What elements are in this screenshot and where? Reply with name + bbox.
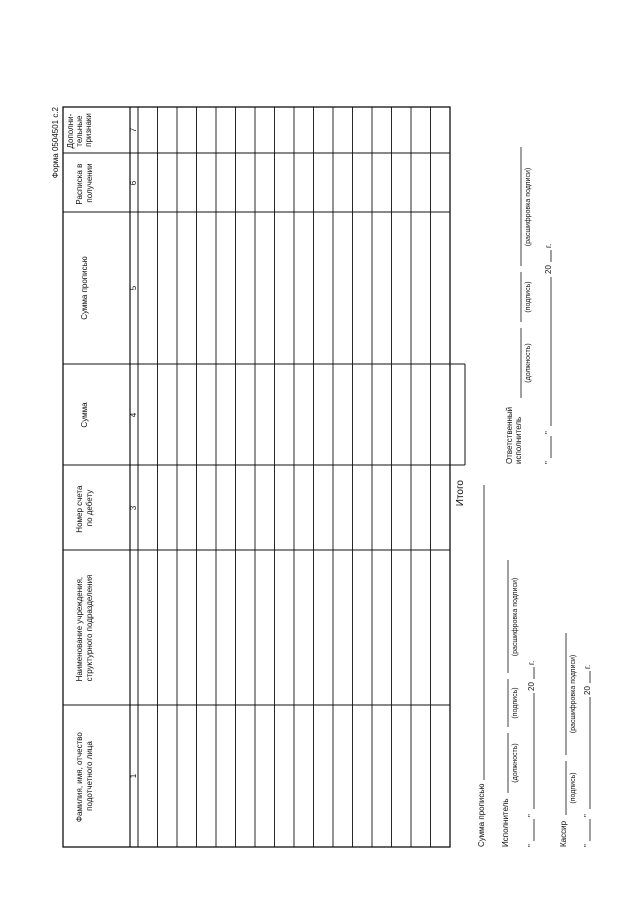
- executor-date-quote-close: ": [527, 814, 536, 817]
- col-header-line: получении: [85, 163, 94, 203]
- table-border: [63, 107, 450, 847]
- col-number: 7: [129, 127, 138, 133]
- col-number: 5: [129, 285, 138, 291]
- col-number: 3: [129, 505, 138, 511]
- col-header-amount: [80, 402, 89, 428]
- col-header-line: подотчетного лица: [85, 741, 94, 811]
- cashier-date-quote-close: ": [583, 814, 592, 817]
- responsible-signature-caption: (подпись): [525, 281, 532, 313]
- col-header-line: признаки: [84, 113, 93, 147]
- col-header-line: по дебету: [85, 489, 94, 527]
- col-header-line: Расписка в: [75, 163, 84, 205]
- responsible-date-quote-open: ": [544, 461, 553, 464]
- col-header-institution: [75, 575, 94, 682]
- responsible-year-suffix: г.: [544, 243, 553, 248]
- col-header-line: тельные: [75, 115, 84, 147]
- executor-signature-block: [501, 560, 536, 847]
- col-header-line: Сумма прописью: [80, 256, 89, 320]
- executor-label: Исполнитель: [501, 798, 510, 847]
- executor-signature-caption: (подпись): [512, 687, 519, 719]
- responsible-decoding-caption: (расшифровка подписи): [525, 167, 532, 247]
- cashier-year-prefix: 20: [583, 686, 592, 695]
- cashier-year-suffix: г.: [583, 664, 592, 669]
- executor-year-prefix: 20: [527, 682, 536, 691]
- col-header-receipt: [75, 161, 94, 204]
- executor-date-quote-open: ": [527, 844, 536, 847]
- col-header-extra-attributes: [66, 111, 93, 148]
- col-number: 4: [129, 412, 138, 418]
- executor-decoding-caption: (расшифровка подписи): [512, 577, 519, 657]
- amount-in-words-label: Сумма прописью: [477, 783, 486, 847]
- table-header: [66, 111, 94, 822]
- responsible-position-caption: (должность): [525, 343, 532, 383]
- table-rows: [158, 107, 431, 847]
- rotated-form: [51, 106, 592, 847]
- responsible-year-prefix: 20: [544, 265, 553, 274]
- col-header-line: Номер счета: [75, 485, 84, 533]
- col-header-line: Сумма: [80, 402, 89, 428]
- col-header-line: Наименование учреждения,: [75, 576, 84, 682]
- cashier-label: Кассир: [559, 820, 568, 847]
- executor-position-caption: (должность): [512, 743, 519, 783]
- cashier-signature-caption: (подпись): [570, 772, 577, 804]
- amount-in-words-line: [477, 485, 486, 847]
- responsible-label-line: Ответственный: [505, 406, 514, 464]
- col-header-line: Дополни-: [66, 113, 75, 149]
- cashier-date-quote-open: ": [583, 844, 592, 847]
- form-code: Форма 0504501 с.2: [51, 107, 60, 179]
- col-header-line: структурного подразделения: [85, 574, 94, 682]
- col-header-full-name: [75, 730, 94, 822]
- responsible-signature-block: [505, 147, 553, 464]
- executor-year-suffix: г.: [527, 660, 536, 665]
- responsible-date-quote-close: ": [544, 431, 553, 434]
- cashier-signature-block: [559, 633, 592, 847]
- col-number: 6: [129, 180, 138, 186]
- col-header-line: Фамилия, имя, отчество: [75, 732, 84, 823]
- responsible-label-line: исполнитель: [514, 416, 523, 464]
- col-number: 1: [129, 773, 138, 779]
- cashier-decoding-caption: (расшифровка подписи): [570, 654, 577, 734]
- col-header-debit-account: [75, 483, 94, 532]
- responsible-label: [505, 405, 523, 464]
- col-header-amount-in-words: [80, 256, 89, 320]
- total-label: Итого: [455, 480, 466, 507]
- table-grid: [63, 107, 465, 847]
